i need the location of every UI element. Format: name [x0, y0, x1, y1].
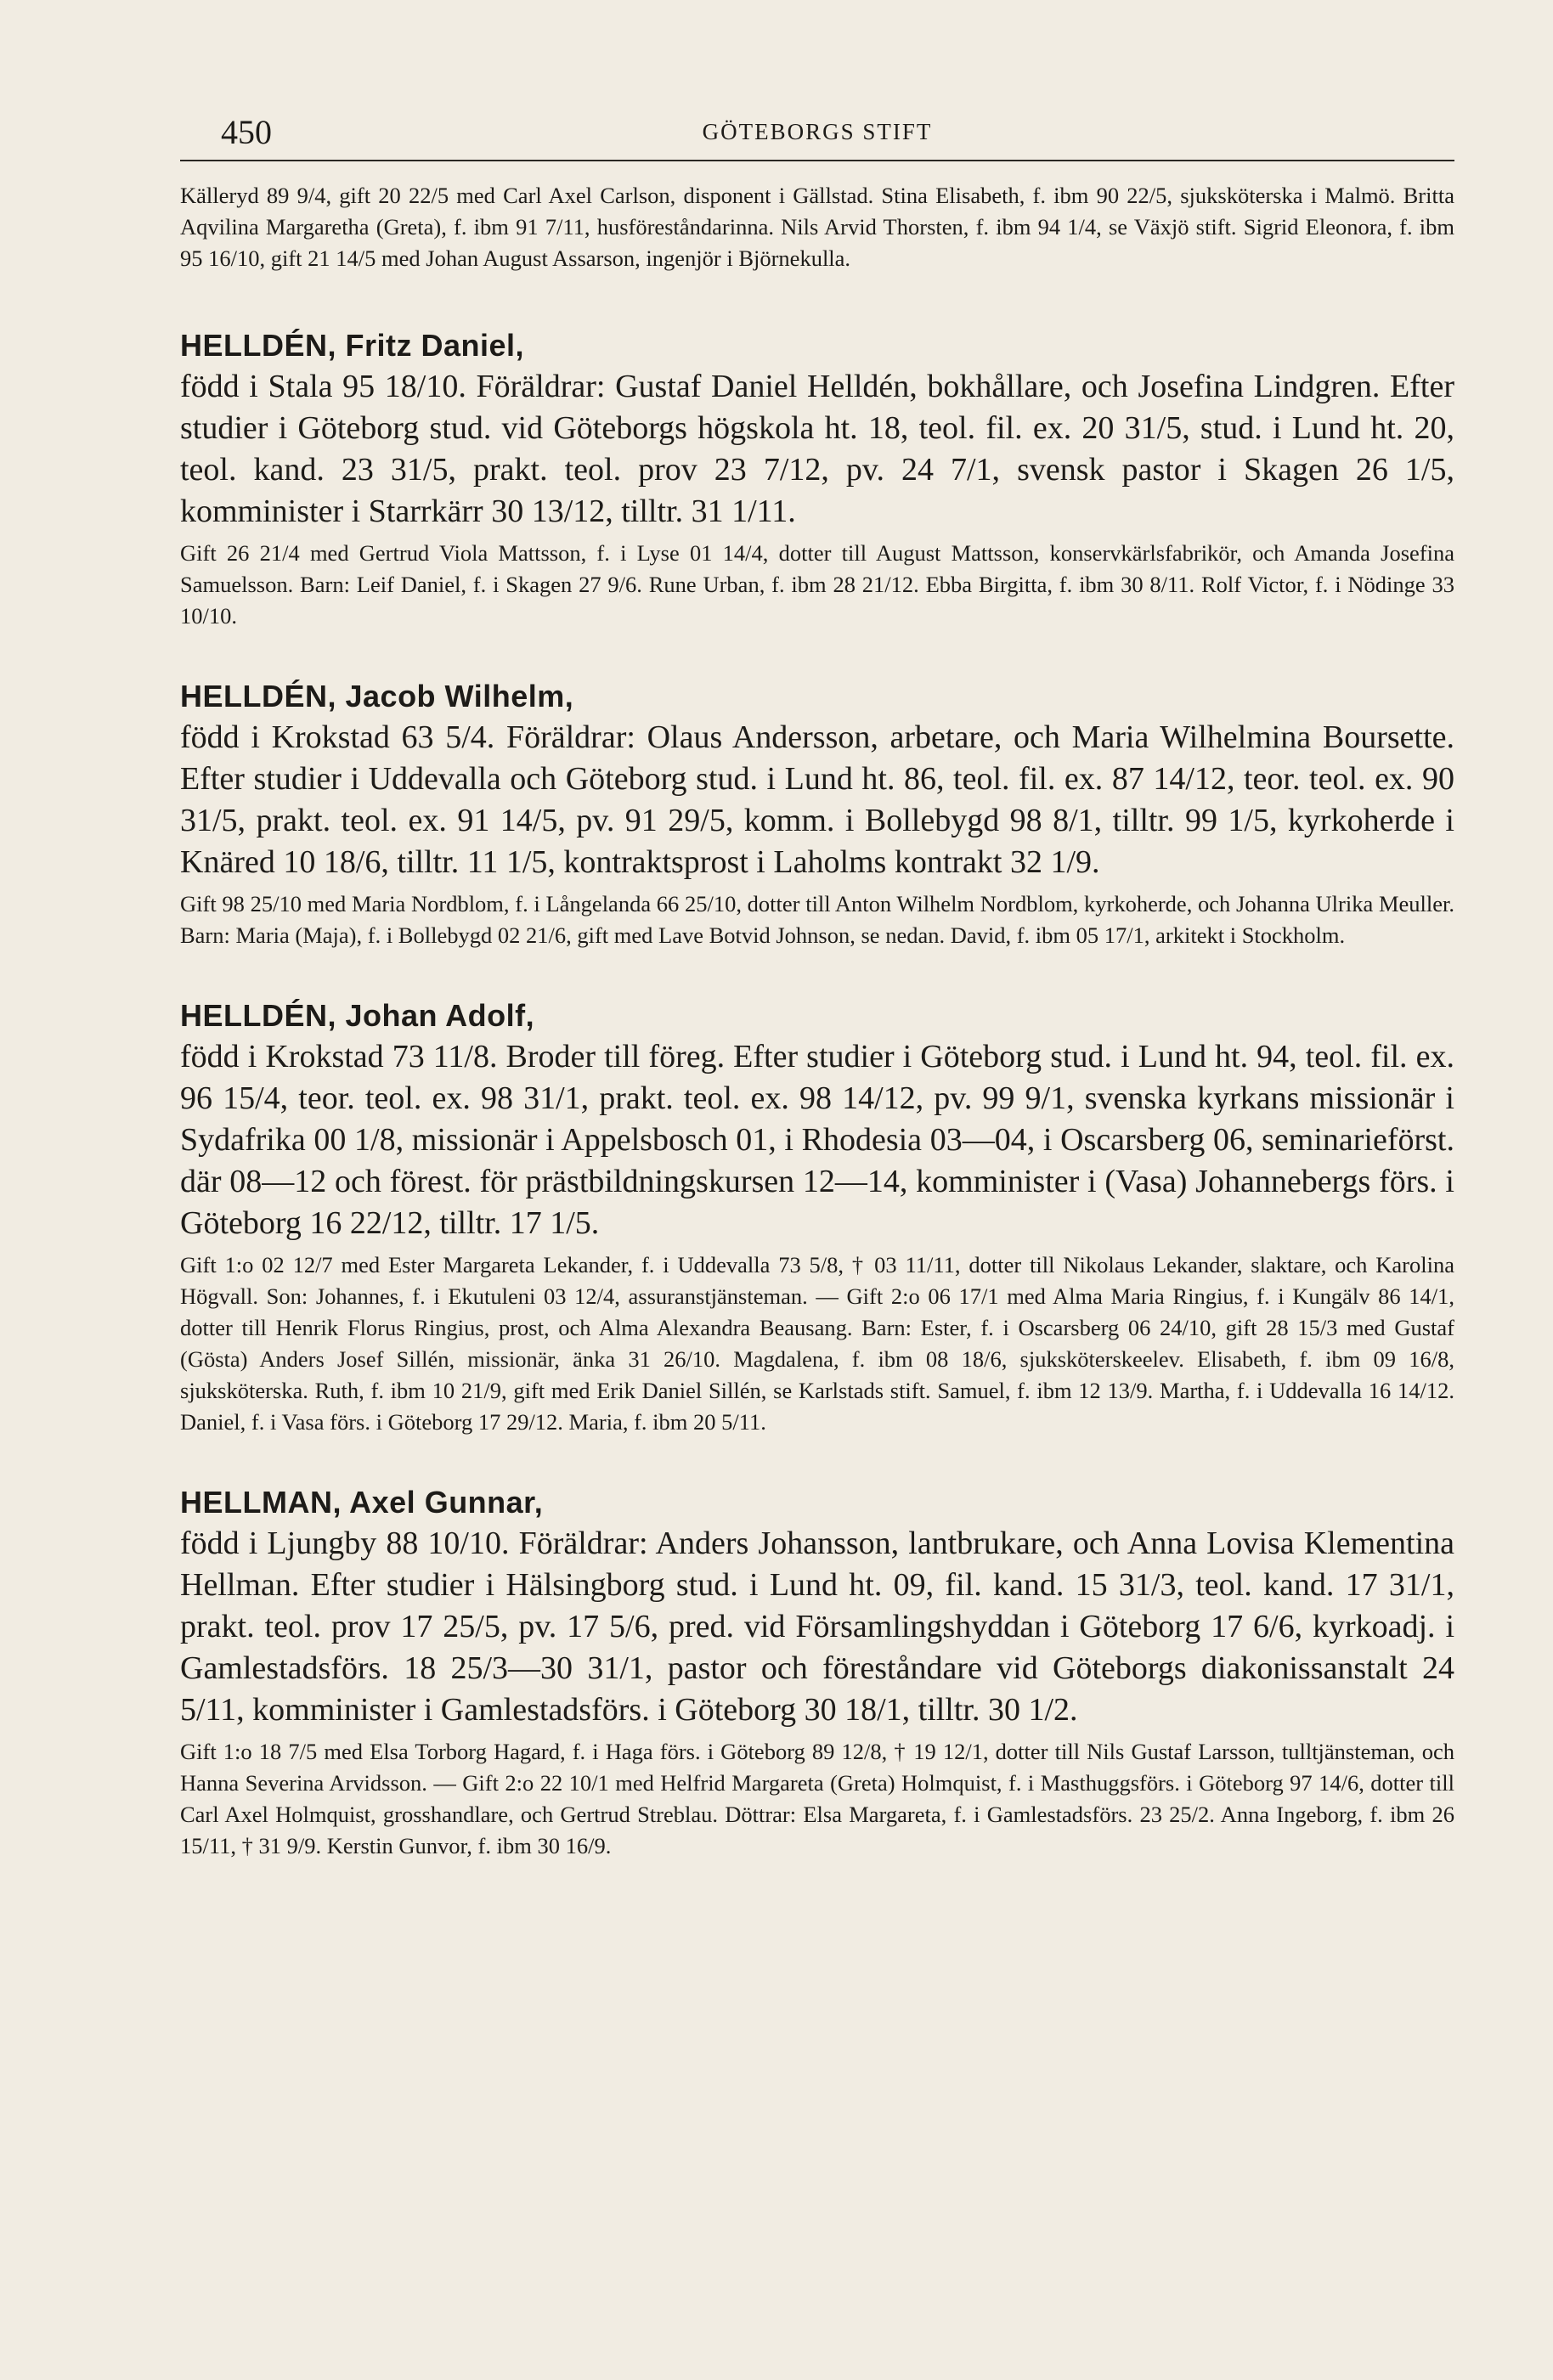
biography-entry — [180, 1482, 1454, 1862]
page-number: 450 — [221, 113, 272, 151]
biography-entry — [180, 325, 1454, 632]
entry-family: Gift 26 21/4 med Gertrud Viola Mattsson, f. i Lyse 01 14/4, dotter till August Mattsson, konservkärlsfabrikör, och Amanda Josefina Samuelsson. Barn: Leif Daniel, f. i Skagen 27 9/6. Rune Urban, f. ibm 28 21/12. Ebba Birgitta, f. ibm 30 8/11. Rolf Victor, f. i Nödinge 33 10/10. — [180, 540, 1454, 629]
entry-biography: född i Stala 95 18/10. Föräldrar: Gustaf Daniel Helldén, bokhållare, och Josefina Lindgren. Efter studier i Göteborg stud. vid Göteborgs högskola ht. 18, teol. fil. ex. 20 31/5, stud. i Lund ht. 20, teol. kand. 23 31/5, prakt. teol. prov 23 7/12, pv. 24 7/1, svensk pastor i Skagen 26 1/5, komminister i Starrkärr 30 13/12, tilltr. 31 1/11. — [180, 369, 1454, 529]
page-header — [180, 113, 1454, 161]
entry-name: HELLDÉN, Fritz Daniel, — [180, 328, 525, 363]
entry-biography: född i Krokstad 63 5/4. Föräldrar: Olaus Andersson, arbetare, och Maria Wilhelmina Boursette. Efter studier i Uddevalla och Göteborg stud. i Lund ht. 86, teol. fil. ex. 87 14/12, teor. teol. ex. 90 31/5, prakt. teol. ex. 91 14/5, pv. 91 29/5, komm. i Bollebygd 98 8/1, tilltr. 99 1/5, kyrkoherde i Knäred 10 18/6, tilltr. 11 1/5, kontraktsprost i Laholms kontrakt 32 1/9. — [180, 719, 1454, 880]
entry-name: HELLMAN, Axel Gunnar, — [180, 1485, 544, 1520]
entry-family: Gift 1:o 02 12/7 med Ester Margareta Lekander, f. i Uddevalla 73 5/8, † 03 11/11, dotter till Nikolaus Lekander, slaktare, och Karolina Högvall. Son: Johannes, f. i Ekutuleni 03 12/4, assuranstjänsteman. — Gift 2:o 06 17/1 med Alma Maria Ringius, f. i Kungälv 86 14/1, dotter till Henrik Florus Ringius, prost, och Alma Alexandra Beausang. Barn: Ester, f. i Oscarsberg 06 24/10, gift 28 15/3 med Gustaf (Gösta) Anders Josef Sillén, missionär, änka 31 26/10. Magdalena, f. ibm 08 18/6, sjuksköterskeelev. Elisabeth, f. ibm 09 16/8, sjuksköterska. Ruth, f. ibm 10 21/9, gift med Erik Daniel Sillén, se Karlstads stift. Samuel, f. ibm 12 13/9. Martha, f. i Uddevalla 16 14/12. Daniel, f. i Vasa förs. i Göteborg 17 29/12. Maria, f. ibm 20 5/11. — [180, 1252, 1454, 1435]
continued-family-text: Källeryd 89 9/4, gift 20 22/5 med Carl Axel Carlson, disponent i Gällstad. Stina Elisabeth, f. ibm 90 22/5, sjuksköterska i Malmö. Britta Aqvilina Margaretha (Greta), f. ibm 91 7/11, husföreståndarinna. Nils Arvid Thorsten, f. ibm 94 1/4, se Växjö stift. Sigrid Eleonora, f. ibm 95 16/10, gift 21 14/5 med Johan August Assarson, ingenjör i Björnekulla. — [180, 183, 1454, 271]
biography-entry — [180, 676, 1454, 951]
entry-biography: född i Krokstad 73 11/8. Broder till föreg. Efter studier i Göteborg stud. i Lund ht. 94, teol. fil. ex. 96 15/4, teor. teol. ex. 98 31/1, prakt. teol. ex. 98 14/12, pv. 99 9/1, svenska kyrkans missionär i Sydafrika 00 1/8, missionär i Appelsbosch 01, i Rhodesia 03—04, i Oscarsberg 06, seminarieförst. där 08—12 och förest. för prästbildningskursen 12—14, komminister i (Vasa) Johannebergs förs. i Göteborg 16 22/12, tilltr. 17 1/5. — [180, 1039, 1454, 1241]
entry-name: HELLDÉN, Johan Adolf, — [180, 998, 535, 1033]
biography-entry — [180, 995, 1454, 1438]
running-title: GÖTEBORGS STIFT — [702, 119, 933, 144]
entry-family: Gift 98 25/10 med Maria Nordblom, f. i Långelanda 66 25/10, dotter till Anton Wilhelm Nordblom, kyrkoherde, och Johanna Ulrika Meuller. Barn: Maria (Maja), f. i Bollebygd 02 21/6, gift med Lave Botvid Johnson, se nedan. David, f. ibm 05 17/1, arkitekt i Stockholm. — [180, 891, 1454, 948]
entry-family: Gift 1:o 18 7/5 med Elsa Torborg Hagard, f. i Haga förs. i Göteborg 89 12/8, † 19 12/1, dotter till Nils Gustaf Larsson, tulltjänsteman, och Hanna Severina Arvidsson. — Gift 2:o 22 10/1 med Helfrid Margareta (Greta) Holmquist, f. i Masthuggsförs. i Göteborg 97 14/6, dotter till Carl Axel Holmquist, grosshandlare, och Gertrud Streblau. Döttrar: Elsa Margareta, f. i Gamlestadsförs. 23 25/2. Anna Ingeborg, f. ibm 26 15/11, † 31 9/9. Kerstin Gunvor, f. ibm 30 16/9. — [180, 1739, 1454, 1858]
entry-biography: född i Ljungby 88 10/10. Föräldrar: Anders Johansson, lantbrukare, och Anna Lovisa Klementina Hellman. Efter studier i Hälsingborg stud. i Lund ht. 09, fil. kand. 15 31/3, teol. kand. 17 31/1, prakt. teol. prov 17 25/5, pv. 17 5/6, pred. vid Församlingshyddan i Göteborg 17 6/6, kyrkoadj. i Gamlestadsförs. 18 25/3—30 31/1, pastor och föreståndare vid Göteborgs diakonissanstalt 24 5/11, komminister i Gamlestadsförs. i Göteborg 30 18/1, tilltr. 30 1/2. — [180, 1526, 1454, 1728]
entry-name: HELLDÉN, Jacob Wilhelm, — [180, 679, 574, 713]
